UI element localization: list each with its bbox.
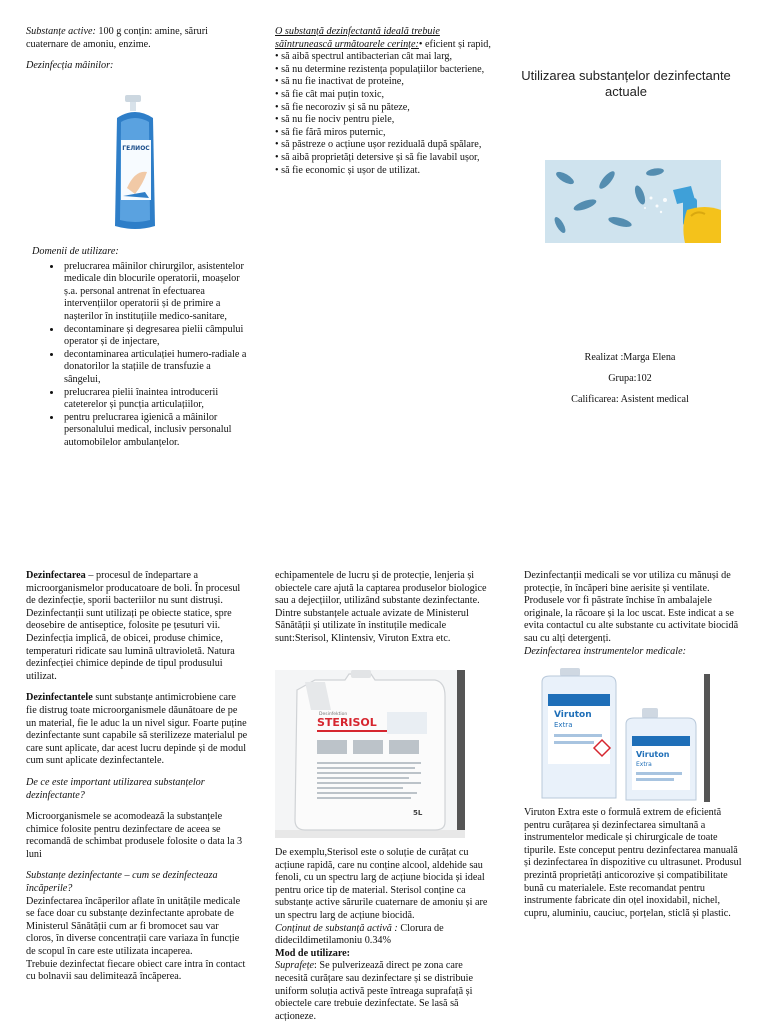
active-content-label: Conținut de substanță activă : (275, 922, 398, 934)
domain-item: • decontaminare și degresarea pielii câmpului operator și de injectare, (62, 324, 247, 349)
surfaces-label: Suprafețe (275, 960, 315, 972)
equipment-paragraph: echipamentele de lucru și de protecție, lenjeria și obiectele care ajută la captarea produselor biologice sau a dejecțiilor, utilizând substante dezinfectante. (275, 570, 487, 607)
group-line: Grupa:102 (608, 373, 652, 384)
active-substances-label: Substanțe active: (26, 26, 96, 37)
domains-list (32, 261, 247, 450)
ideal-item: • să nu fie nociv pentru piele, (275, 114, 395, 126)
surfaces-text: : Se pulverizează direct pe zona care necesită curățare sau dezinfectare și se distribuie uniform soluția activă peste întreaga suprafață și obiectele care trebuie dezinfectate. Se lasă să acționeze. (275, 960, 473, 1022)
rotation-paragraph: Microorganismele se acomodează la substanțele chimice folosite pentru dezinfectare de aceea se recomandă de schimbat produsele folosite o data la 3 luni (26, 811, 243, 860)
approved-products-paragraph: Dintre substanțele actuale avizate de Ministerul Sănătății și utilizate în instituțile medicale sunt:Sterisol, Klintensiv, Viruton Extra etc. (275, 607, 469, 644)
ideal-item: • să păstreze o acțiune ușor reziduală după spălare, (275, 139, 482, 151)
ideal-item: • să fie economic și ușor de utilizat. (275, 164, 421, 176)
disinfectants-paragraph (26, 692, 248, 768)
ideal-item: • să fie fără miros puternic, (275, 126, 386, 138)
column-active-substances (26, 26, 248, 73)
ideal-heading: O substanță dezinfectantă ideală trebuie săîntrunească următoarele cerințe: (275, 26, 440, 50)
column-sterisol (275, 570, 491, 646)
viruton-extra-small: Extra (636, 761, 652, 768)
sterisol-volume: 5L (413, 809, 423, 817)
disinfectants-text: sunt substanțe antimicrobiene care fie distrug toate microorganismele dăunătoare de pe un material, fie le aduc la un nivel sigur. Foarte puține dezinfectante sunt capabile să sterilizeze materialul pe care sunt aplicate, dar acest lucru depinde și de modul cum sunt aplicate dezinfectantele. (26, 692, 248, 767)
column-sterisol-details (275, 847, 491, 1023)
hand-sanitizer-image (95, 92, 175, 232)
sterisol-canister-image (275, 670, 465, 838)
sterisol-small-label: Desinfektion (319, 712, 348, 717)
viruton-brand-small: Viruton (636, 750, 670, 759)
brochure-title: Utilizarea substanțelor dezinfectante actuale (521, 68, 731, 99)
domain-item: • decontaminarea articulației humero-radiale a donatorilor la stațiile de transfuzie a sângelui, (62, 349, 247, 387)
column-disinfection-definition (26, 570, 248, 984)
domain-item: • pentru prelucrarea igienică a mâinilor personalului medical, inclusiv personalul automobilelor ambulanțelor. (62, 412, 247, 450)
objects-paragraph: Trebuie dezinfectat fiecare obiect care intra în contact cu bolnavii sau delimitează încăperea. (26, 958, 246, 983)
question-rooms: Substanțe dezinfectante – cum se dezinfecteaza încăperile? (26, 870, 218, 895)
bacteria-spray-image (545, 160, 721, 243)
author-line: Realizat :Marga Elena (584, 352, 676, 363)
ideal-item: • să nu fie inactivat de proteine, (275, 76, 404, 88)
domain-item: • prelucrarea mâinilor chirurgilor, asistentelor medicale din blocurile operatorii, moașelor ș.a. personal antrenat în efectuarea intervențiilor operatorii și de primire a nașterilor în instituțiile medico-sanitare, (62, 261, 247, 324)
definition-text: – procesul de îndepartare a microorganismelor producatoare de boli. În procesul de dezinfecție, sporii bacteriilor nu sunt distruși. Dezinfectanții sunt utilizați pe obiecte statice, spre deosebire de antiseptice, folosite pe țesuturi vii. Dezinfecția implică, de obicei, produse chimice, temperaturi ridicate sau lumină ultravioletă. Natura dezinfecției chimice depinde de tipul produsului utilizat. (26, 570, 241, 682)
viruton-brand-large: Viruton (554, 710, 592, 720)
viruton-bottles-image (538, 668, 710, 802)
ideal-heading-paragraph (275, 26, 495, 51)
sterisol-brand: STERISOL (317, 716, 377, 729)
active-substances-text: 100 g conțin: amine, săruri cuaternare de amoniu, enzime. (26, 26, 208, 50)
surfaces-paragraph (275, 960, 491, 1023)
column-precautions (524, 570, 742, 658)
definition-term: Dezinfectarea (26, 570, 86, 581)
qualification-line: Calificarea: Asistent medical (571, 394, 689, 405)
usage-heading: Mod de utilizare: (275, 947, 351, 959)
domains-heading: Domenii de utilizare: (32, 246, 119, 257)
column-ideal-disinfectant (275, 26, 495, 177)
ideal-item: • să aibă proprietăți detersive și să fie lavabil ușor, (275, 151, 480, 163)
hands-heading: Dezinfecția mâinilor: (26, 60, 114, 72)
ideal-item: • să nu determine rezistența populațiilor bacteriene, (275, 63, 485, 75)
domain-item: • prelucrarea pielii înaintea introducerii cateterelor și puncția articulațiilor, (62, 387, 247, 412)
ideal-item: • să aibă spectrul antibacterian cât mai larg, (275, 51, 453, 63)
definition-paragraph (26, 570, 248, 683)
active-content-paragraph (275, 923, 491, 948)
ideal-item: • să fie cât mai puțin toxic, (275, 88, 385, 100)
sterisol-description: De exemplu,Sterisol este o soluție de curățat cu acțiune rapidă, care nu conține alcool, aldehide sau fenoli, cu un spectru larg de acțiune biocida și ideal pentru orice tip de material. Sterisol conține ca substanțe active sărurile cuaternare de amoniu și are un spectru larg de acțiune biocidă. (275, 847, 488, 921)
viruton-paragraph: Viruton Extra este o formulă extrem de eficientă pentru curățarea și dezinfectarea simultană a instrumentelor medicale și chirurgicale de toate tipurile. Este conceput pentru dezinfectarea manuală și dezinfectarea în dispozitive cu ultrasunet. Produsul prezintă proprietăți anticorozive și compatibilitate bună cu materialele. Este recomandat pentru instrumente fabricate din oțel inoxidabil, nichel, cupru, aluminiu, cauciuc, porțelan, sticlă și plastic. (524, 807, 742, 919)
column-viruton-description (524, 807, 742, 920)
active-content-value: Clorura de didecildimetilamoniu 0.34% (275, 922, 444, 947)
ideal-item: • să fie necoroziv și să nu păteze, (275, 101, 410, 113)
active-substances-paragraph (26, 26, 248, 51)
instruments-heading: Dezinfectarea instrumentelor medicale: (524, 645, 687, 657)
column-domains (32, 246, 247, 450)
rooms-paragraph: Dezinfectarea încăperilor aflate în unitățile medicale se face doar cu substanțe dezinfectante aprobate de Ministerul Sănătății cum ar fi bromocet sau var cloros, în diverse concentrații care variaza în funcție de scopul în care este utilizata incaperea. (26, 895, 241, 958)
bottle-label: ГЕЛИОС (122, 145, 150, 152)
viruton-extra-large: Extra (554, 721, 573, 729)
disinfectants-term: Dezinfectantele (26, 692, 93, 704)
question-importance: De ce este important utilizarea substanțelor dezinfectante? (26, 776, 205, 801)
ideal-first: • eficient și rapid, (418, 38, 491, 50)
precautions-paragraph: Dezinfectanții medicali se vor utiliza cu mănuși de protecție, în încăperi bine aerisite și ventilate. Produsele vor fi păstrate închise în ambalajele originale, la răcoare și la loc uscat. Este indicat a se evita contactul cu alte substante cu activitate biocidă sau cu alți detergenți. (524, 570, 739, 644)
